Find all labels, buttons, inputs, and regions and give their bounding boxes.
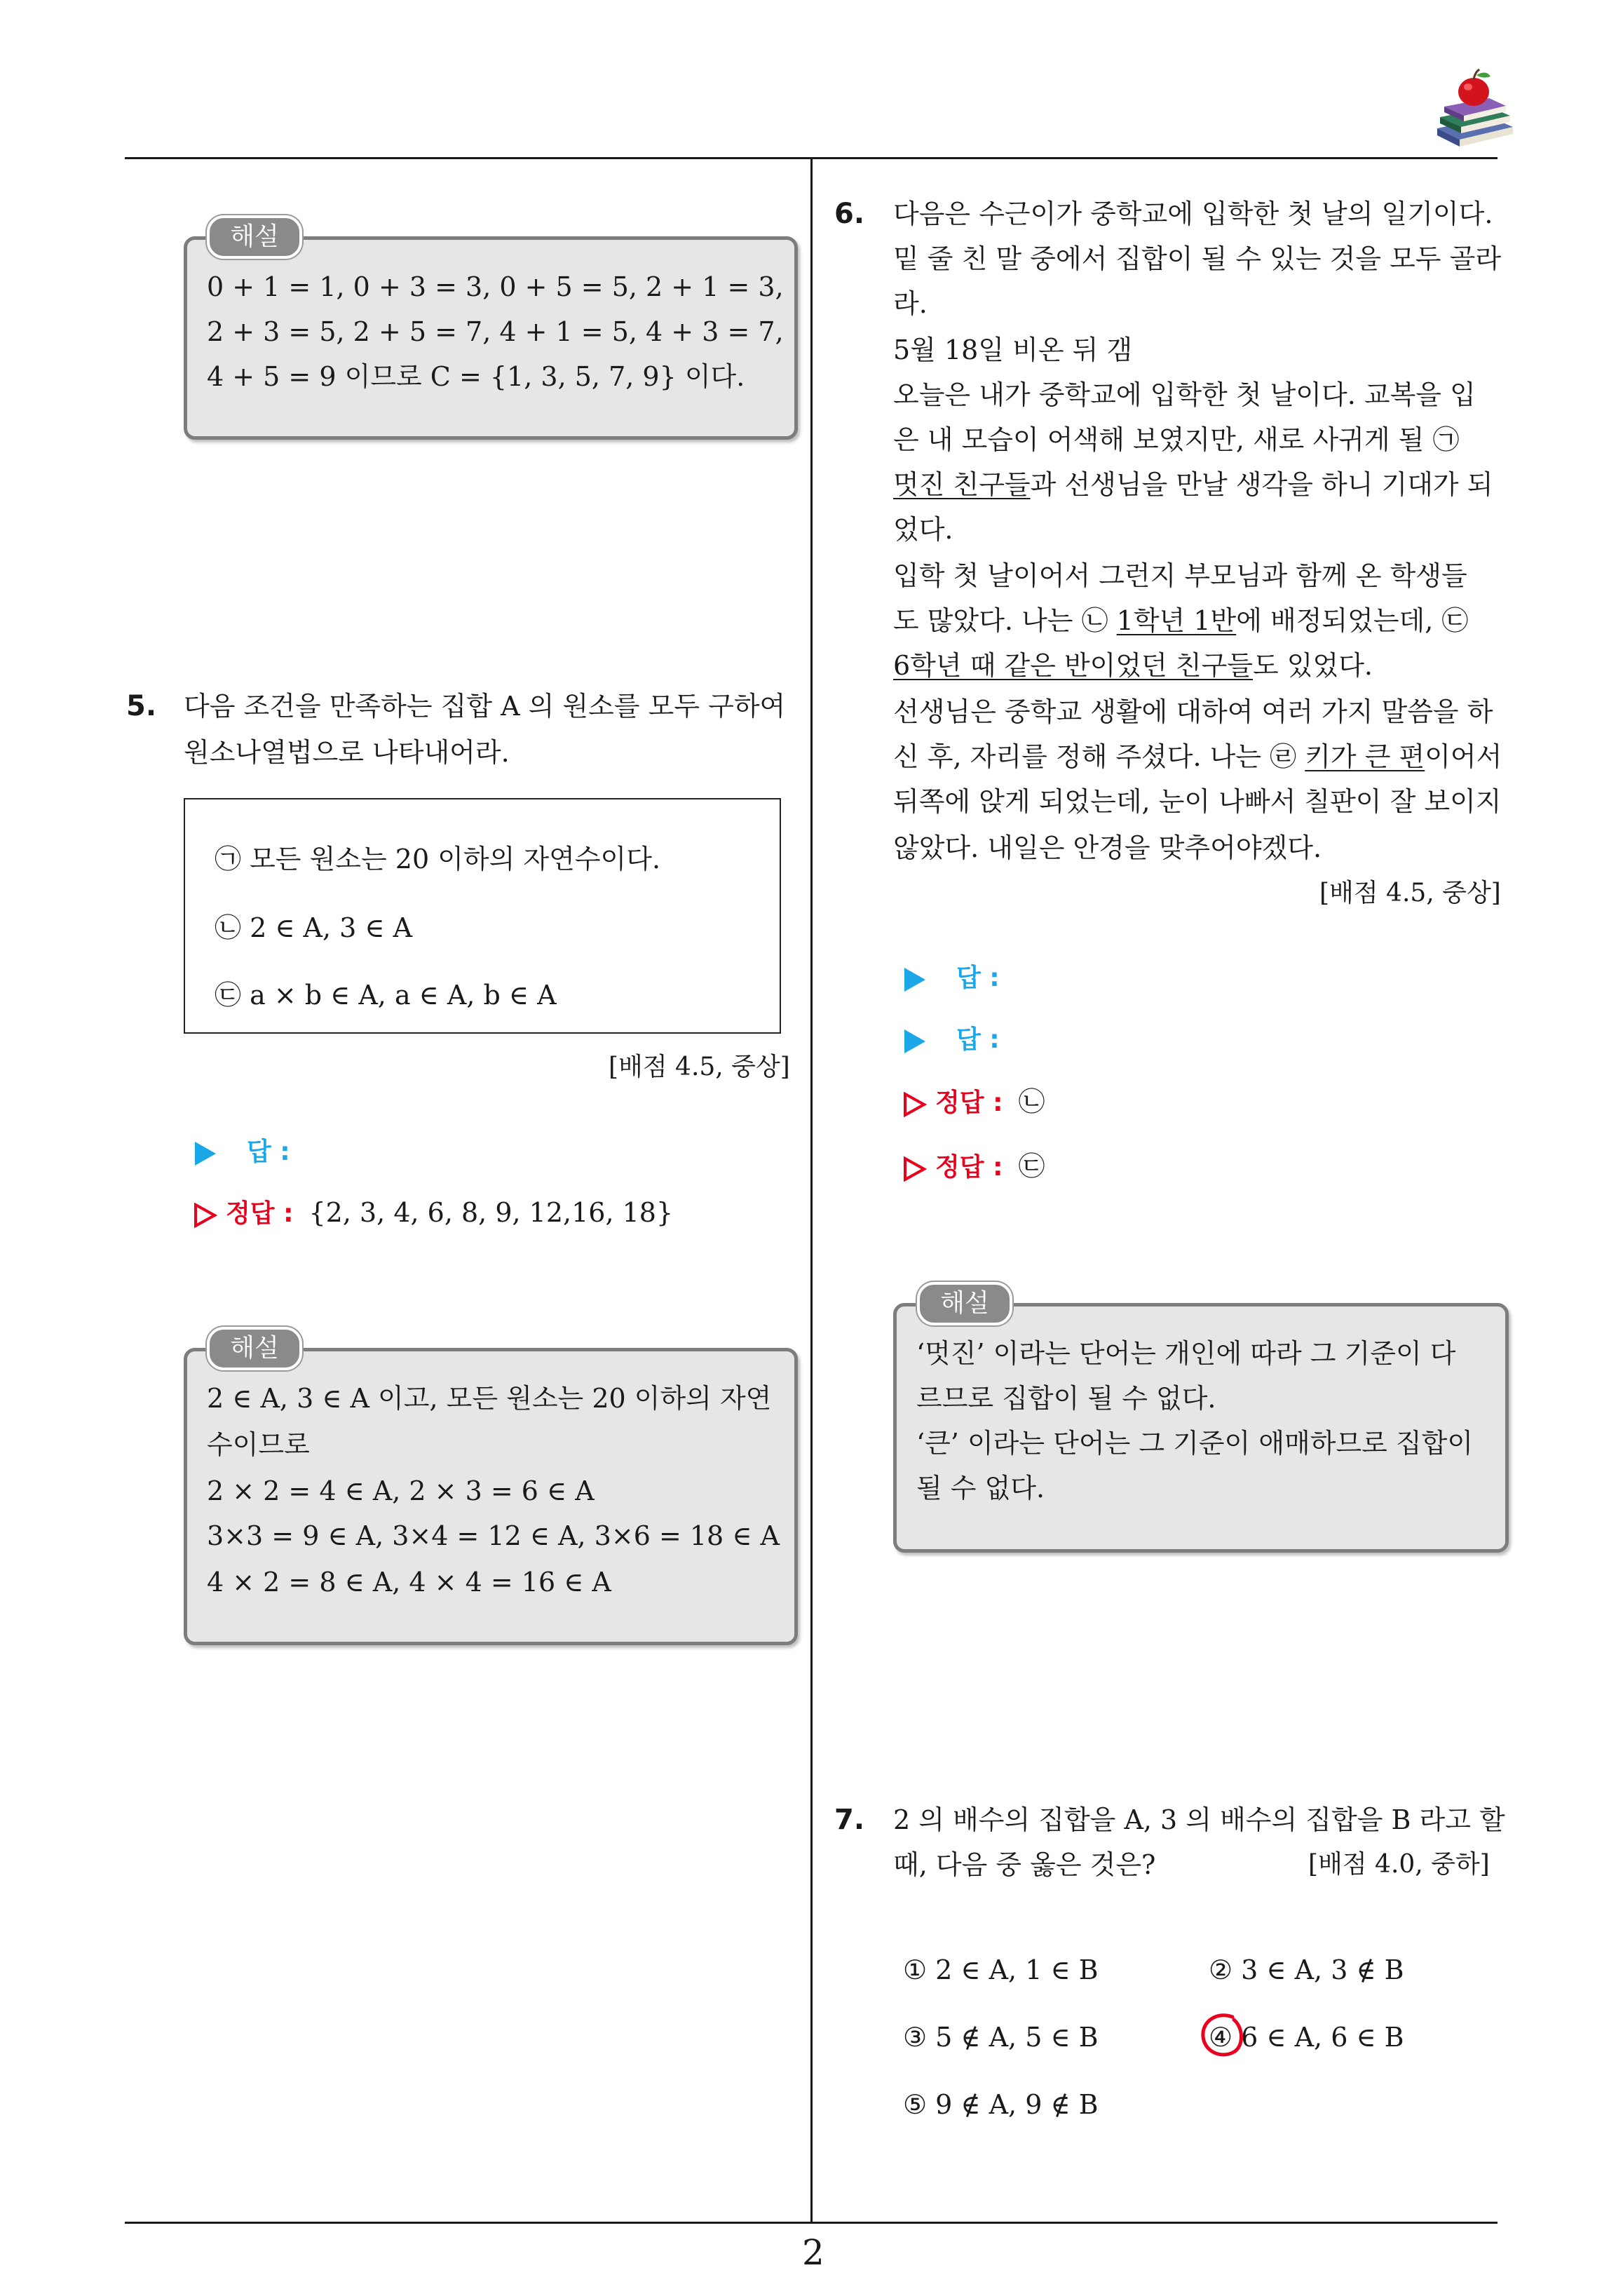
diary-line: 은 내 모습이 어색해 보였지만, 새로 사귀게 될 ㉠ xyxy=(893,424,1460,455)
diary-line: 오늘은 내가 중학교에 입학한 첫 날이다. 교복을 입 xyxy=(893,379,1476,410)
page-number: 2 xyxy=(802,2232,824,2273)
choice-3[interactable]: ③ 5 ∉ A, 5 ∈ B xyxy=(903,2022,1099,2053)
answer-label: 답 : xyxy=(247,1137,290,1166)
correct-value: ㉢ xyxy=(1018,1151,1045,1182)
solution-line: 4 × 2 = 8 ∈ A, 4 × 4 = 16 ∈ A xyxy=(207,1567,611,1598)
solution-line: 수이므로 xyxy=(207,1429,310,1460)
diary-line xyxy=(893,741,1502,773)
answer-row xyxy=(195,1135,290,1168)
triangle-arrow-icon xyxy=(904,1029,925,1053)
outline-triangle-arrow-icon xyxy=(903,1092,927,1117)
solution-line: ‘큰’ 이라는 단어는 그 기준이 애매하므로 집합이 xyxy=(916,1428,1474,1459)
solution-line: 2 × 2 = 4 ∈ A, 2 × 3 = 6 ∈ A xyxy=(207,1475,595,1506)
diary-text: 도 있었다. xyxy=(1253,650,1373,681)
diary-line xyxy=(893,468,1493,501)
question-text: 원소나열법으로 나타내어라. xyxy=(184,737,510,768)
question-number: 5. xyxy=(126,690,157,722)
underlined-phrase: 멋진 친구들 xyxy=(893,469,1031,500)
solution-tag: 해설 xyxy=(207,1327,302,1370)
correct-label: 정답 : xyxy=(935,1088,1003,1117)
diary-text: 이어서 xyxy=(1425,741,1502,772)
condition-item: ㉡ 2 ∈ A, 3 ∈ A xyxy=(215,912,413,943)
correct-value: ㉡ xyxy=(1018,1086,1045,1117)
solution-box xyxy=(184,236,798,440)
diary-line: 않았다. 내일은 안경을 맞추어야겠다. xyxy=(893,832,1322,863)
answer-label: 답 : xyxy=(956,1025,1000,1054)
question-text: 라. xyxy=(893,288,928,319)
underlined-phrase: 6학년 때 같은 반이었던 친구들 xyxy=(893,650,1253,681)
condition-item: ㉢ a × b ∈ A, a ∈ A, b ∈ A xyxy=(215,980,557,1011)
question-number: 7. xyxy=(834,1804,865,1836)
underlined-phrase: 키가 큰 편 xyxy=(1305,741,1425,772)
diary-line: 입학 첫 날이어서 그런지 부모님과 함께 온 학생들 xyxy=(893,560,1467,591)
apple-on-books-icon xyxy=(1423,67,1521,151)
solution-tag: 해설 xyxy=(207,215,302,259)
diary-line: 었다. xyxy=(893,514,953,545)
solution-line: 0 + 1 = 1, 0 + 3 = 3, 0 + 5 = 5, 2 + 1 = 3, xyxy=(207,271,784,302)
diary-line xyxy=(893,605,1468,637)
conditions-box xyxy=(184,798,781,1034)
answer-label: 답 : xyxy=(956,964,1000,992)
solution-line: 2 + 3 = 5, 2 + 5 = 7, 4 + 1 = 5, 4 + 3 = 7, xyxy=(207,316,784,347)
question-text: 2 의 배수의 집합을 A, 3 의 배수의 집합을 B 라고 할 xyxy=(893,1804,1505,1835)
correct-value: {2, 3, 4, 6, 8, 9, 12,16, 18} xyxy=(308,1197,674,1228)
outline-triangle-arrow-icon xyxy=(193,1203,217,1228)
solution-line: 르므로 집합이 될 수 없다. xyxy=(916,1383,1216,1414)
score-label: [배점 4.5, 중상] xyxy=(609,1053,790,1081)
score-label: [배점 4.0, 중하] xyxy=(1308,1850,1490,1879)
correct-answer-row xyxy=(903,1150,1045,1184)
question-text: 밑 줄 친 말 중에서 집합이 될 수 있는 것을 모두 골라 xyxy=(893,243,1502,274)
correct-label: 정답 : xyxy=(935,1153,1003,1182)
diary-date: 5월 18일 비온 뒤 갬 xyxy=(893,335,1133,365)
solution-box xyxy=(893,1303,1509,1553)
underlined-phrase: 1학년 1반 xyxy=(1116,605,1237,636)
diary-line: 선생님은 중학교 생활에 대하여 여러 가지 말씀을 하 xyxy=(893,696,1493,727)
correct-answer-row xyxy=(193,1196,673,1230)
condition-item: ㉠ 모든 원소는 20 이하의 자연수이다. xyxy=(215,844,661,874)
solution-tag: 해설 xyxy=(917,1282,1012,1325)
correct-label: 정답 : xyxy=(226,1199,294,1228)
solution-line: 4 + 5 = 9 이므로 C = {1, 3, 5, 7, 9} 이다. xyxy=(207,361,745,392)
question-text: 다음은 수근이가 중학교에 입학한 첫 날의 일기이다. xyxy=(893,198,1493,229)
choice-1[interactable]: ① 2 ∈ A, 1 ∈ B xyxy=(903,1954,1099,1985)
diary-line xyxy=(893,649,1373,682)
column-divider xyxy=(810,158,813,2223)
question-number: 6. xyxy=(834,198,865,230)
diary-text: 신 후, 자리를 정해 주셨다. 나는 ㉣ xyxy=(893,741,1305,772)
question-text: 때, 다음 중 옳은 것은? xyxy=(893,1849,1156,1880)
triangle-arrow-icon xyxy=(195,1142,216,1166)
diary-text: 과 선생님을 만날 생각을 하니 기대가 되 xyxy=(1030,469,1493,500)
red-circle-mark-icon xyxy=(1197,2011,1247,2062)
solution-line: ‘멋진’ 이라는 단어는 개인에 따라 그 기준이 다 xyxy=(916,1338,1456,1369)
solution-line: 3×3 = 9 ∈ A, 3×4 = 12 ∈ A, 3×6 = 18 ∈ A xyxy=(207,1520,780,1551)
choice-4[interactable]: ④ 6 ∈ A, 6 ∈ B xyxy=(1209,2022,1404,2053)
answer-row xyxy=(904,961,1000,994)
score-label: [배점 4.5, 중상] xyxy=(1319,879,1501,907)
footer-rule xyxy=(125,2222,1498,2224)
answer-row xyxy=(904,1022,1000,1056)
diary-text: 에 배정되었는데, ㉢ xyxy=(1236,605,1469,636)
choice-5[interactable]: ⑤ 9 ∉ A, 9 ∉ B xyxy=(903,2089,1099,2120)
diary-line: 뒤쪽에 앉게 되었는데, 눈이 나빠서 칠판이 잘 보이지 xyxy=(893,786,1502,817)
choice-2[interactable]: ② 3 ∈ A, 3 ∉ B xyxy=(1209,1954,1404,1985)
solution-line: 될 수 없다. xyxy=(916,1473,1045,1504)
solution-line: 2 ∈ A, 3 ∈ A 이고, 모든 원소는 20 이하의 자연 xyxy=(207,1383,772,1414)
triangle-arrow-icon xyxy=(904,968,925,992)
question-text: 다음 조건을 만족하는 집합 A 의 원소를 모두 구하여 xyxy=(184,691,786,722)
correct-answer-row xyxy=(903,1086,1045,1119)
outline-triangle-arrow-icon xyxy=(903,1156,927,1182)
diary-text: 도 많았다. 나는 ㉡ xyxy=(893,605,1117,636)
solution-box xyxy=(184,1348,798,1645)
